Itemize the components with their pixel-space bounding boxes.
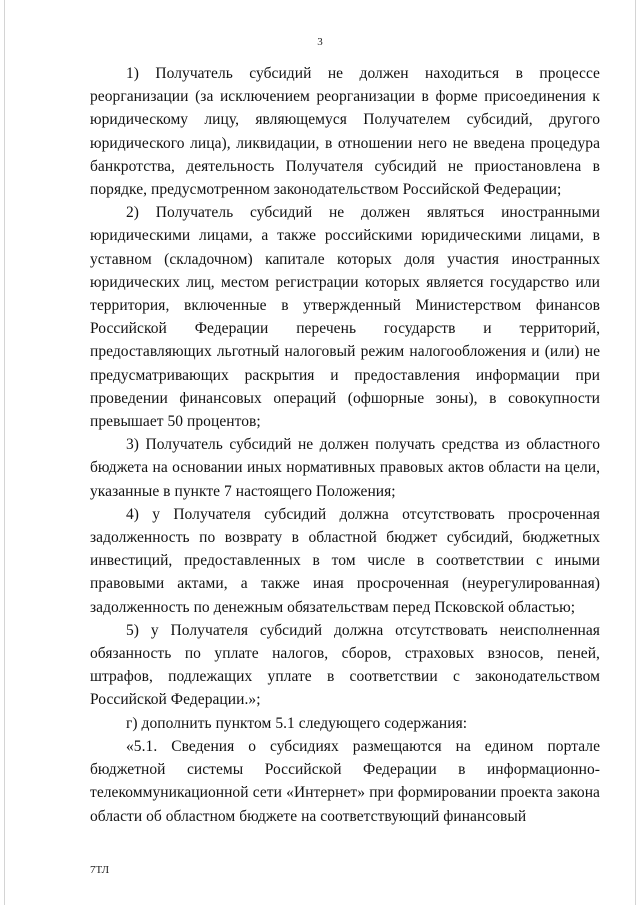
scan-edge-left (4, 0, 5, 905)
paragraph-condition-1: 1) Получатель субсидий не должен находиться в процессе реорганизации (за исключением реорганизации в форме присоединения к юридическому лицу, являющемуся Получателем субсидий, другого юридического лица), ликвидации, в отношении него не введена процедура банкротства, деятельность Получателя субсидий не приостановлена в порядке, предусмотренном законодательством Российской Федерации; (90, 65, 600, 199)
paragraph-amendment-g: г) дополнить пунктом 5.1 следующего содержания: (126, 714, 468, 732)
paragraph-condition-2: 2) Получатель субсидий не должен являться иностранными юридическими лицами, а также российскими юридическими лицами, в уставном (складочном) капитале которых доля участия иностранных юридических лиц, местом регистрации которых является государство или территория, включенные в утвержденный Министерством финансов Российской Федерации перечень государств и территорий, предоставляющих льготный налоговый режим налогообложения и (или) не предусматривающих раскрытия и предоставления информации при проведении финансовых операций (офшорные зоны), в совокупности превышает 50 процентов; (90, 204, 600, 431)
paragraph-clause-5-1: «5.1. Сведения о субсидиях размещаются на едином портале бюджетной системы Российской Федерации в информационно-телекоммуникационной сети «Интернет» при формировании проекта закона области об областном бюджете на соответствующий финансовый (90, 737, 600, 825)
page-number: 3 (317, 36, 323, 48)
paragraph-condition-4: 4) у Получателя субсидий должна отсутствовать просроченная задолженность по возврату в областной бюджет субсидий, бюджетных инвестиций, предоставленных в том числе в соответствии с иными правовыми актами, а также иная просроченная (неурегулированная) задолженность по денежным обязательствам перед Псковской областью; (90, 505, 600, 616)
document-body (90, 62, 600, 828)
footer-code: 7ТЛ (90, 864, 110, 876)
paragraph-condition-5: 5) у Получателя субсидий должна отсутствовать неисполненная обязанность по уплате налогов, сборов, страховых взносов, пеней, штрафов, подлежащих уплате в соответствии с законодательством Российской Федерации.»; (90, 621, 600, 709)
scan-edge-right (635, 0, 636, 905)
paragraph-condition-3: 3) Получатель субсидий не должен получать средства из областного бюджета на основании иных нормативных правовых актов области на цели, указанные в пункте 7 настоящего Положения; (90, 436, 600, 500)
